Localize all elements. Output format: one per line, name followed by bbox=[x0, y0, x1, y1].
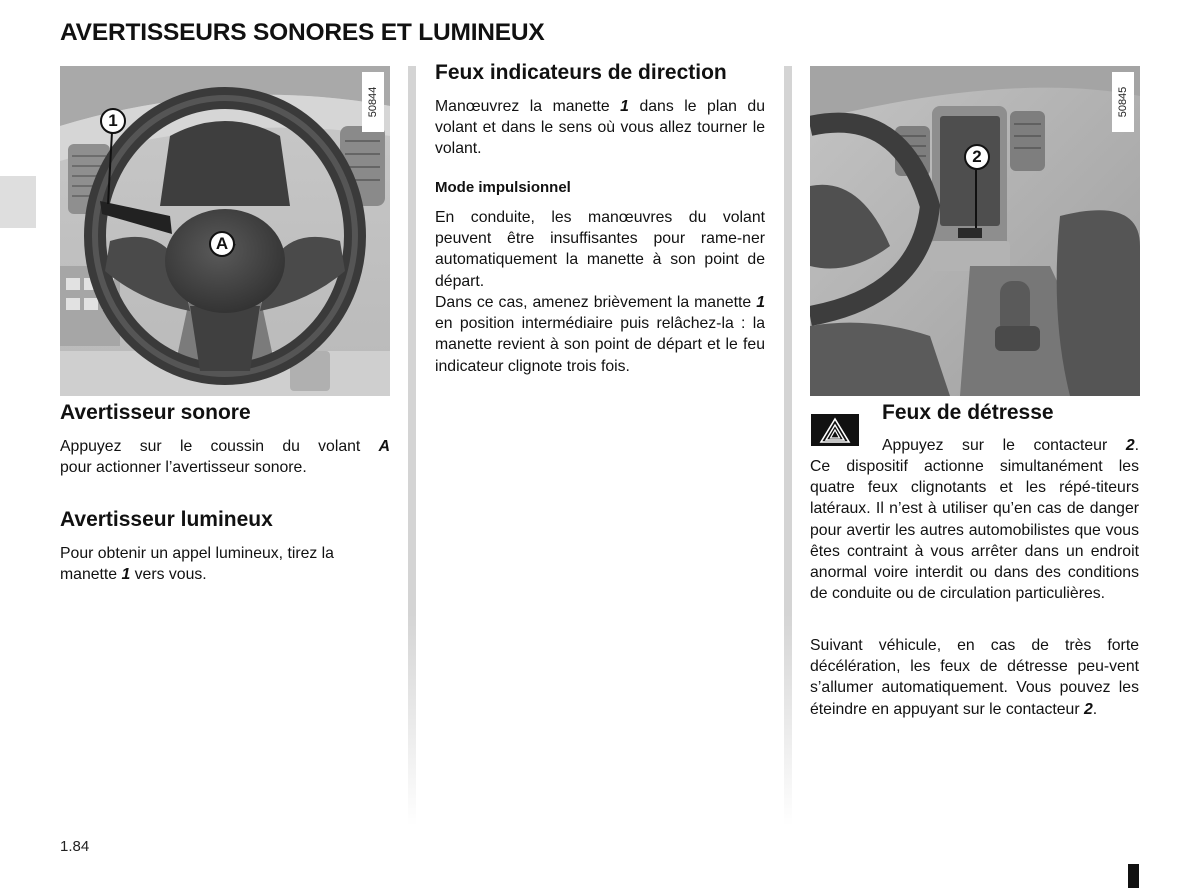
center-console-illustration bbox=[810, 66, 1140, 396]
flash-heading: Avertisseur lumineux bbox=[60, 508, 273, 531]
figure-reference: 50845 bbox=[1112, 72, 1134, 132]
impulse-text-2: Dans ce cas, amenez brièvement la manette 1 en position intermédiaire puis relâchez-la : la manette revient à son point de départ et le feu indicateur clignote trois fois. bbox=[435, 294, 765, 375]
figure-reference: 50844 bbox=[362, 72, 384, 132]
hazard-heading: Feux de détresse bbox=[882, 401, 1054, 424]
page-corner-mark bbox=[1128, 864, 1139, 888]
callout-a: A bbox=[209, 231, 235, 257]
steering-wheel-illustration bbox=[60, 66, 390, 396]
indicators-text: Manœuvrez la manette 1 dans le plan du volant et dans le sens où vous allez tourner le volant. bbox=[435, 98, 765, 158]
impulse-heading: Mode impulsionnel bbox=[435, 179, 571, 196]
callout-1: 1 bbox=[100, 108, 126, 134]
page-title: AVERTISSEURS SONORES ET LUMINEUX bbox=[60, 19, 545, 46]
center-console-drawing bbox=[810, 66, 1140, 396]
hazard-warning-icon bbox=[811, 414, 859, 446]
impulse-text-1: En conduite, les manœuvres du volant peuvent être insuffisantes pour rame-ner automatiquement la manette à son point de départ. bbox=[435, 209, 765, 290]
flash-text: Pour obtenir un appel lumineux, tirez la manette 1 vers vous. bbox=[60, 545, 334, 584]
horn-text: Appuyez sur le coussin du volant A pour actionner l’avertisseur sonore. bbox=[60, 438, 390, 477]
indicators-heading: Feux indicateurs de direction bbox=[435, 61, 727, 84]
hazard-auto-text: Suivant véhicule, en cas de très forte décélération, les feux de détresse peu-vent s’allumer automatiquement. Vous pouvez les éteindre en appuyant sur le contacteur 2. bbox=[810, 637, 1139, 718]
callout-2: 2 bbox=[964, 144, 990, 170]
chapter-tab bbox=[0, 176, 36, 228]
column-divider bbox=[408, 66, 416, 826]
hazard-text-first-line: Appuyez sur le contacteur 2. bbox=[882, 437, 1139, 454]
column-divider bbox=[784, 66, 792, 826]
hazard-text: Ce dispositif actionne simultanément les quatre feux clignotants et les répé-titeurs latéraux. Il n’est à utiliser qu’en cas de danger pour avertir les autres automobilistes que vous êtes contraint à vous arrêter dans un endroit anormal voire interdit ou dans des conditions de conduite ou de circulation particulières. bbox=[810, 458, 1139, 603]
page-number: 1.84 bbox=[60, 838, 90, 855]
horn-heading: Avertisseur sonore bbox=[60, 401, 251, 424]
